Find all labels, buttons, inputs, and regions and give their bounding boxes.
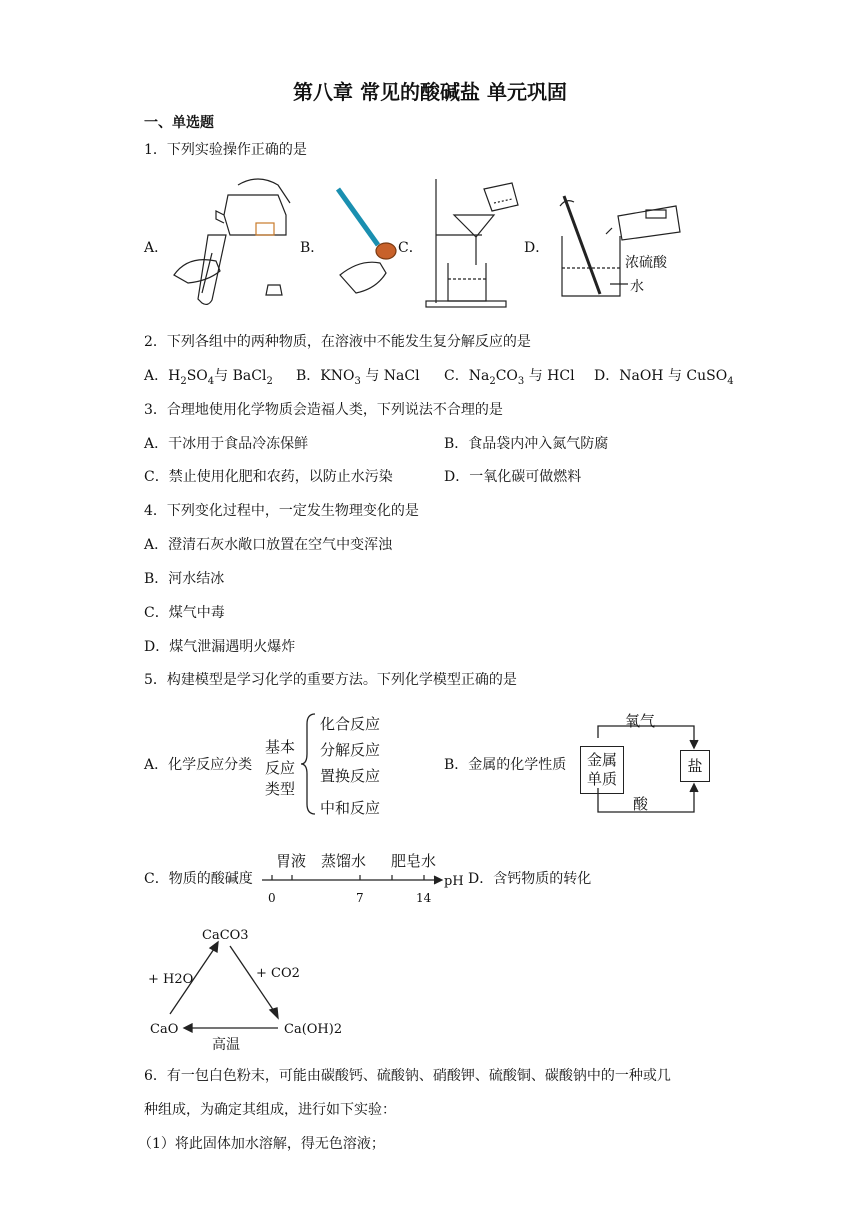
q4-option-b: B．河水结冰 [144, 571, 225, 587]
q5-c-tick-14: 14 [416, 891, 432, 905]
q1-figure-d-dilution [556, 188, 691, 303]
q3-option-a: A．干冰用于食品冷冻保鲜 [144, 436, 309, 452]
q5-d-caco3: CaCO3 [202, 928, 249, 943]
q1-option-a-label: A． [144, 240, 169, 256]
q1-option-d-label: D． [524, 240, 550, 256]
q2-option-c: C．$Na_2CO_3$ 与 HCl [444, 368, 575, 387]
q5-c-item-soap: 肥皂水 [391, 852, 437, 870]
q3-option-b: B．食品袋内冲入氮气防腐 [444, 436, 609, 452]
q5-b-metal-box: 金属单质 [580, 746, 624, 794]
q5-a-item-4: 中和反应 [320, 799, 381, 817]
q2-option-d: D．NaOH 与 CuSO$_4$ [594, 368, 734, 387]
q5-a-item-3: 置换反应 [320, 767, 381, 785]
q5-stem: 5．构建模型是学习化学的重要方法。下列化学模型正确的是 [144, 672, 517, 688]
q5-c-tick-0: 0 [268, 891, 276, 905]
q5-d-caoh2: Ca(OH)2 [284, 1022, 343, 1037]
q1-stem: 1．下列实验操作正确的是 [144, 142, 307, 158]
section-heading: 一、单选题 [144, 115, 214, 131]
q5-option-c-label: C．物质的酸碱度 [144, 871, 253, 887]
q4-option-c: C．煤气中毒 [144, 605, 225, 621]
q4-option-d: D．煤气泄漏遇明火爆炸 [144, 639, 296, 655]
q5-a-group: 基本 反应 类型 [265, 738, 296, 798]
q5-b-acid-label: 酸 [633, 795, 649, 813]
q4-option-a: A．澄清石灰水敞口放置在空气中变浑浊 [144, 537, 393, 553]
q1-d-label-water: 水 [630, 279, 644, 295]
q5-c-item-gastric: 胃液 [276, 852, 307, 870]
q5-d-heat: 高温 [212, 1037, 240, 1053]
q1-figure-b-dropper [330, 185, 410, 300]
q2-option-a: A．$H_2SO_4$与 BaCl$_2$ [144, 368, 273, 387]
q5-b-oxygen-label: 氧气 [625, 712, 656, 730]
q5-b-salt-box: 盐 [680, 750, 710, 782]
q5-a-item-1: 化合反应 [320, 715, 381, 733]
q5-d-cao: CaO [150, 1022, 179, 1037]
q6-stem-line1: 6．有一包白色粉末，可能由碳酸钙、硫酸钠、硝酸钾、硫酸铜、碳酸钠中的一种或几 [144, 1068, 671, 1084]
q2-option-b: B．$KNO_3$ 与 NaCl [296, 368, 420, 387]
q3-option-d: D．一氧化碳可做燃料 [444, 469, 582, 485]
page-title: 第八章 常见的酸碱盐 单元巩固 [293, 80, 567, 104]
q3-option-c: C．禁止使用化肥和农药，以防止水污染 [144, 469, 393, 485]
q5-d-cycle-arrows [160, 940, 300, 1032]
q1-figure-c-filtration [420, 175, 530, 310]
q5-d-h2o: + H2O [148, 972, 194, 987]
q5-option-d-label: D．含钙物质的转化 [468, 871, 592, 887]
q6-step-1: （1）将此固体加水溶解，得无色溶液； [138, 1136, 385, 1152]
q1-d-label-acid: 浓硫酸 [625, 255, 667, 271]
q2-stem: 2．下列各组中的两种物质，在溶液中不能发生复分解反应的是 [144, 334, 531, 350]
q1-figure-a-pouring [168, 175, 298, 310]
q3-stem: 3．合理地使用化学物质会造福人类，下列说法不合理的是 [144, 402, 503, 418]
q1-option-b-label: B． [300, 240, 325, 256]
q5-a-brace [299, 712, 319, 816]
q5-d-co2: + CO2 [256, 966, 300, 981]
q4-stem: 4．下列变化过程中，一定发生物理变化的是 [144, 503, 419, 519]
q6-stem-line2: 种组成，为确定其组成，进行如下实验： [144, 1102, 396, 1118]
q5-a-item-2: 分解反应 [320, 741, 381, 759]
q5-c-item-water: 蒸馏水 [321, 852, 367, 870]
q5-c-tick-7: 7 [356, 891, 364, 905]
q1-option-c-label: C． [398, 240, 423, 256]
q5-c-unit: pH [444, 874, 464, 889]
q5-option-b-label: B．金属的化学性质 [444, 757, 567, 773]
q5-option-a-label: A．化学反应分类 [144, 757, 253, 773]
